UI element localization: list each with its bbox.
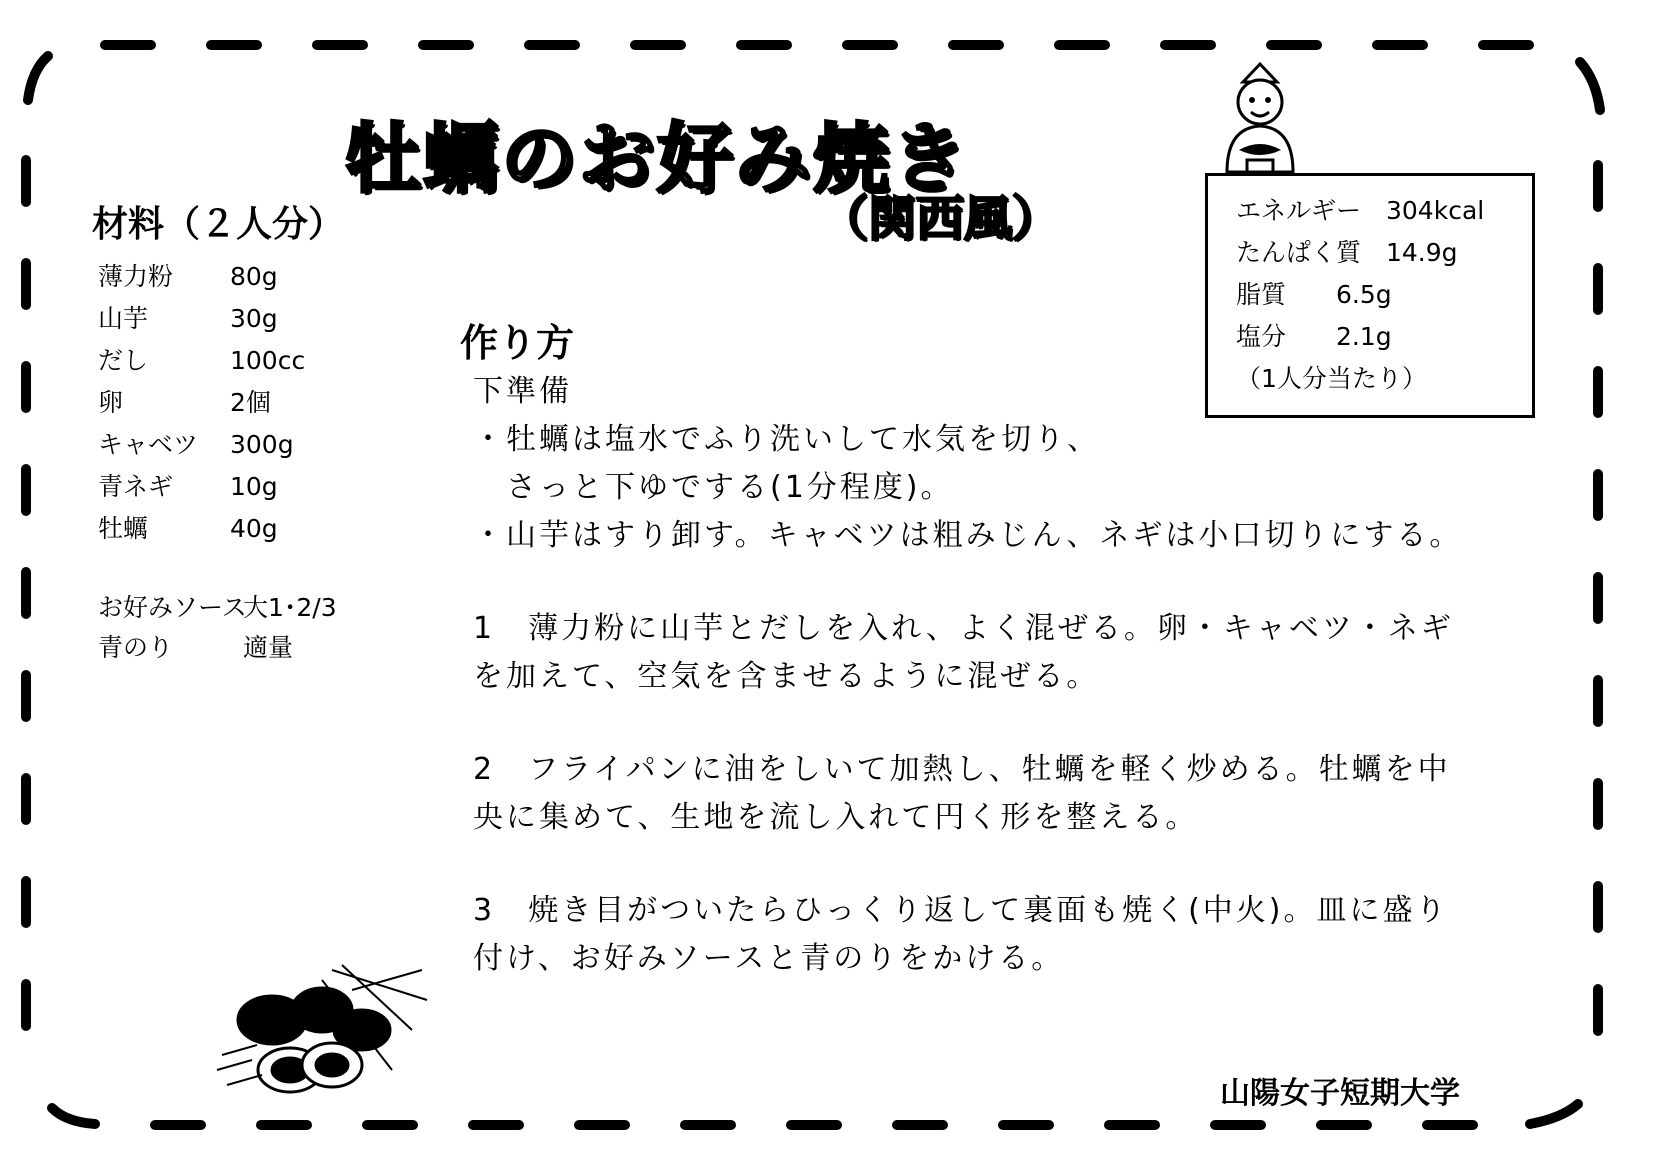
ingredient-row [98,382,305,424]
nutrition-value: 14.9g [1386,238,1458,267]
ingredient-amount: 2個 [230,388,271,417]
frame-corner [1580,62,1600,110]
step-line: を加えて、空気を含ませるように混ぜる。 [473,659,1100,694]
ingredient-amount: 40g [230,514,278,543]
frame-corner [28,56,48,100]
nutrition-label: 塩分 [1236,322,1287,351]
ingredient-amount: 10g [230,472,278,501]
nutrition-value: 304kcal [1386,196,1485,225]
ingredient-amount: 80g [230,262,278,291]
footer-institution: 山陽女子短期大学 [1220,1076,1460,1111]
prep-heading: 下準備 [473,374,572,409]
prep-line: さっと下ゆでする(1分程度)。 [473,470,954,505]
ingredient-row [98,298,305,340]
method-heading: 作り方 [460,321,575,365]
ingredient-name: だし [98,346,149,375]
step-line: 付け、お好みソースと青のりをかける。 [473,941,1065,976]
nutrition-label: エネルギー [1236,196,1362,225]
ingredient-row [98,466,305,508]
condiment-row [98,588,337,628]
ingredient-name: キャベツ [98,430,199,459]
nutrition-label: 脂質 [1236,280,1287,309]
ingredient-row [98,256,305,298]
step-line: 1 薄力粉に山芋とだしを入れ、よく混ぜる。卵・キャベツ・ネギ [473,611,1454,646]
step-line: 央に集めて、生地を流し入れて円く形を整える。 [473,800,1199,835]
ingredient-name: 薄力粉 [98,262,174,291]
nutrition-row [1236,274,1532,316]
ingredient-row [98,340,305,382]
nutrition-label: たんぱく質 [1236,238,1362,267]
ingredient-amount: 100cc [230,346,306,375]
chef-illustration [1205,60,1315,178]
ingredient-amount: 300g [230,430,294,459]
nutrition-row [1236,190,1532,232]
ingredient-row [98,424,305,466]
nutrition-row [1236,316,1532,358]
method-body [473,368,1553,983]
condiment-amount: 適量 [243,633,294,662]
ingredient-name: 青ネギ [98,472,174,501]
ingredients-list [98,256,305,550]
condiment-name: 青のり [98,633,174,662]
condiment-amount: 大1･2/3 [243,593,337,622]
step-line: 2 フライパンに油をしいて加熱し、牡蠣を軽く炒める。牡蠣を中 [473,752,1451,787]
nutrition-row [1236,232,1532,274]
ingredient-name: 牡蠣 [98,514,149,543]
recipe-subtitle: （関西風） [820,191,1061,247]
nutrition-value: 2.1g [1336,322,1392,351]
prep-line: ・牡蠣は塩水でふり洗いして水気を切り、 [473,422,1100,457]
frame-corner [52,1108,95,1124]
oysters-illustration [212,960,432,1110]
nutrition-value: 6.5g [1336,280,1392,309]
condiment-row [98,628,337,668]
ingredient-amount: 30g [230,304,278,333]
step-line: 3 焼き目がついたらひっくり返して裏面も焼く(中火)。皿に盛り [473,893,1449,928]
ingredients-heading: 材料（２人分） [92,204,345,245]
condiment-name: お好みソース [98,593,247,622]
prep-line: ・山芋はすり卸す。キャベツは粗みじん、ネギは小口切りにする。 [473,518,1463,553]
ingredient-name: 山芋 [98,304,149,333]
condiments-list [98,588,337,668]
frame-corner [1530,1104,1578,1124]
ingredient-name: 卵 [98,388,124,417]
recipe-title: 牡蠣のお好み焼き [345,114,969,203]
ingredient-row [98,508,305,550]
nutrition-note: （1人分当たり） [1236,364,1427,393]
